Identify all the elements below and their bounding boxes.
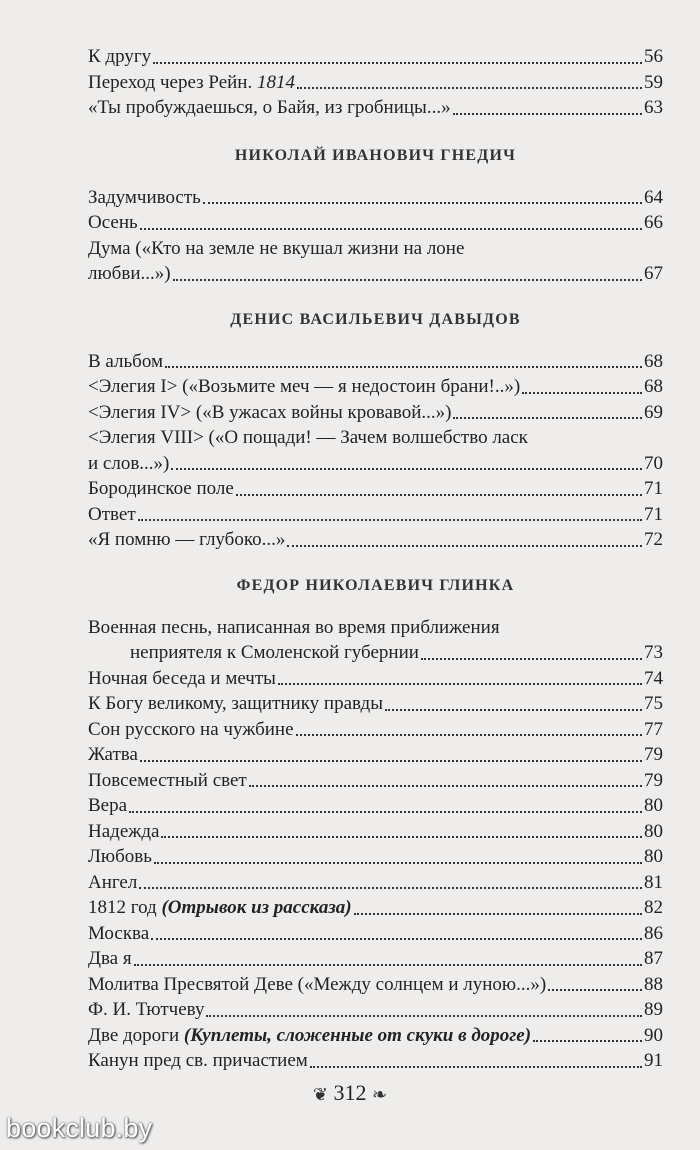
dot-leader xyxy=(533,1040,642,1042)
entry-page-number: 87 xyxy=(644,948,663,969)
dot-leader xyxy=(453,417,642,419)
entry-title xyxy=(88,768,247,794)
entry-title xyxy=(88,210,138,236)
table-of-contents xyxy=(88,44,663,1074)
entry-title-text: Ответ xyxy=(88,503,136,525)
toc-entry[interactable] xyxy=(88,95,663,121)
dot-leader xyxy=(134,964,642,966)
entry-page-number: 67 xyxy=(644,263,663,284)
entry-title xyxy=(88,844,152,870)
entry-page-number: 74 xyxy=(644,667,663,689)
entry-title-text: «Я помню — глубоко...» xyxy=(88,529,286,550)
entry-title xyxy=(88,95,451,121)
entry-title-text: Повсеместный свет xyxy=(88,769,247,791)
toc-entry[interactable] xyxy=(88,946,663,972)
dot-leader xyxy=(297,87,642,89)
entry-title-italic: 1814 xyxy=(256,71,295,93)
entry-page-number: 71 xyxy=(644,503,663,525)
entry-title-text: Сон русского на чужбине xyxy=(88,718,294,740)
entry-title-text: Молитва Пресвятой Деве («Между солнцем и луною...») xyxy=(88,973,547,995)
dot-leader xyxy=(206,1015,642,1017)
dot-leader xyxy=(165,366,642,368)
entry-page-number: 70 xyxy=(644,452,663,474)
entry-title xyxy=(88,691,383,717)
dot-leader xyxy=(171,468,642,470)
toc-entry[interactable] xyxy=(88,870,663,896)
toc-entry[interactable] xyxy=(88,185,663,211)
dot-leader xyxy=(154,862,642,864)
toc-entry[interactable] xyxy=(88,236,663,287)
entry-title: <Элегия VIII> («О пощади! — Зачем волшебство ласк xyxy=(88,427,528,448)
entry-page-number: 86 xyxy=(644,922,663,944)
entry-page-number: 80 xyxy=(644,820,663,842)
dot-leader xyxy=(140,228,642,230)
entry-page-number: 56 xyxy=(644,46,663,67)
entry-title-text: Москва xyxy=(88,922,150,944)
dot-leader xyxy=(522,392,642,394)
dot-leader xyxy=(278,683,642,685)
toc-entry[interactable] xyxy=(88,997,663,1023)
entry-title-text: Жатва xyxy=(88,744,138,765)
entry-title-text: <Элегия IV> («В ужасах войны кровавой...») xyxy=(88,401,452,423)
entry-subtitle: (Куплеты, сложенные от скуки в дороге) xyxy=(183,1024,532,1046)
entry-title-text: Две дороги xyxy=(88,1024,180,1046)
entry-title-text: 1812 год xyxy=(88,897,157,918)
dot-leader xyxy=(296,734,642,736)
entry-subtitle: (Отрывок из рассказа) xyxy=(161,897,352,918)
entry-title-continued: неприятеля к Смоленской губернии xyxy=(130,642,419,663)
entry-title xyxy=(88,374,520,400)
dot-leader xyxy=(310,1066,642,1068)
toc-entry[interactable] xyxy=(88,374,663,400)
entry-title xyxy=(88,870,137,896)
entry-page-number: 68 xyxy=(644,350,663,372)
entry-title-text: «Ты пробуждаешься, о Байя, из гробницы...» xyxy=(88,97,451,118)
ornament-left-icon: ❦ xyxy=(312,1084,328,1105)
ornament-right-icon: ❧ xyxy=(372,1084,388,1105)
toc-entry[interactable] xyxy=(88,502,663,528)
dot-leader xyxy=(173,279,642,281)
entry-title xyxy=(88,895,352,921)
dot-leader xyxy=(161,836,642,838)
dot-leader xyxy=(421,658,642,660)
entry-title xyxy=(88,502,136,528)
toc-entry[interactable] xyxy=(88,717,663,743)
toc-entry[interactable] xyxy=(88,349,663,375)
entry-title xyxy=(88,946,132,972)
entry-title xyxy=(88,921,149,947)
toc-entry[interactable] xyxy=(88,742,663,768)
toc-entry[interactable] xyxy=(88,819,663,845)
dot-leader xyxy=(453,113,642,115)
toc-entry[interactable] xyxy=(88,793,663,819)
entry-page-number: 81 xyxy=(644,871,663,893)
toc-entry[interactable] xyxy=(88,1023,663,1049)
entry-title-text: Бородинское поле xyxy=(88,478,234,499)
entry-page-number: 91 xyxy=(644,1050,663,1071)
dot-leader xyxy=(236,494,642,496)
dot-leader xyxy=(153,62,642,64)
toc-entry[interactable] xyxy=(88,921,663,947)
toc-entry[interactable] xyxy=(88,70,663,96)
dot-leader xyxy=(138,519,642,521)
author-heading: НИКОЛАЙ ИВАНОВИЧ ГНЕДИЧ xyxy=(234,146,517,164)
entry-title xyxy=(88,819,159,845)
dot-leader xyxy=(354,913,642,915)
entry-title-text: Осень xyxy=(88,212,138,233)
toc-entry[interactable] xyxy=(88,425,663,476)
page-footer xyxy=(0,1080,700,1106)
entry-title xyxy=(88,717,294,743)
entry-page-number: 63 xyxy=(644,97,663,118)
entry-title xyxy=(88,185,201,211)
toc-entry[interactable] xyxy=(88,44,663,70)
entry-title-text: Два я xyxy=(88,948,132,969)
entry-title-text: Задумчивость xyxy=(88,186,201,208)
entry-page-number: 79 xyxy=(644,769,663,791)
entry-page-number: 82 xyxy=(644,897,663,918)
toc-entry[interactable] xyxy=(88,972,663,998)
entry-title-continued: и слов...») xyxy=(88,452,170,474)
entry-page-number: 66 xyxy=(644,212,663,233)
entry-page-number: 79 xyxy=(644,744,663,765)
entry-title xyxy=(88,793,127,819)
entry-page-number: 77 xyxy=(644,718,663,740)
entry-title xyxy=(88,70,295,96)
entry-page-number: 59 xyxy=(644,71,663,93)
dot-leader xyxy=(203,202,642,204)
toc-entry[interactable] xyxy=(88,1048,663,1074)
toc-entry[interactable] xyxy=(88,691,663,717)
entry-title-continued: любви...») xyxy=(88,263,171,284)
dot-leader xyxy=(140,760,642,762)
dot-leader xyxy=(249,785,642,787)
toc-entry[interactable] xyxy=(88,615,663,666)
entry-title-text: К другу xyxy=(88,46,152,67)
entry-page-number: 88 xyxy=(644,973,663,995)
entry-title-text: Вера xyxy=(88,795,128,816)
entry-title xyxy=(88,349,163,375)
entry-title-text: Переход через Рейн. xyxy=(88,71,253,93)
entry-title xyxy=(88,44,151,70)
entry-page-number: 75 xyxy=(644,693,663,714)
toc-entry[interactable] xyxy=(88,210,663,236)
dot-leader xyxy=(151,938,642,940)
toc-entry[interactable] xyxy=(88,527,663,553)
watermark: bookclub.by xyxy=(6,1113,153,1143)
entry-title-text: Ночная беседа и мечты xyxy=(88,667,276,689)
toc-entry[interactable] xyxy=(88,768,663,794)
entry-title-text: <Элегия I> («Возьмите меч — я недостоин брани!..») xyxy=(88,376,521,397)
entry-title-text: Любовь xyxy=(88,846,152,867)
toc-entry[interactable] xyxy=(88,844,663,870)
entry-title xyxy=(88,527,285,553)
entry-title xyxy=(88,997,204,1023)
toc-entry[interactable] xyxy=(88,476,663,502)
entry-title-text: Ангел xyxy=(88,871,138,893)
entry-title: Дума («Кто на земле не вкушал жизни на лоне xyxy=(88,237,465,259)
entry-title xyxy=(88,476,234,502)
entry-title-text: К Богу великому, защитнику правды xyxy=(88,693,383,714)
entry-title: Военная песнь, написанная во время приближения xyxy=(88,616,500,638)
entry-page-number: 89 xyxy=(644,999,663,1020)
entry-title-text: Канун пред св. причастием xyxy=(88,1050,308,1071)
entry-title-text: В альбом xyxy=(88,350,163,372)
toc-entry[interactable] xyxy=(88,666,663,692)
entry-page-number: 73 xyxy=(644,642,663,663)
entry-title xyxy=(88,1023,531,1049)
dot-leader xyxy=(385,709,642,711)
entry-title xyxy=(88,1048,308,1074)
dot-leader xyxy=(548,989,642,991)
dot-leader xyxy=(139,887,642,889)
page-number: 312 xyxy=(333,1080,367,1105)
dot-leader xyxy=(287,545,642,547)
entry-page-number: 80 xyxy=(644,795,663,816)
toc-entry[interactable] xyxy=(88,400,663,426)
entry-page-number: 72 xyxy=(644,529,663,550)
toc-entry[interactable] xyxy=(88,895,663,921)
entry-title xyxy=(88,400,451,426)
entry-title-text: Ф. И. Тютчеву xyxy=(88,999,205,1020)
entry-page-number: 90 xyxy=(644,1024,663,1046)
entry-title xyxy=(88,742,138,768)
entry-page-number: 64 xyxy=(644,186,663,208)
author-heading: ДЕНИС ВАСИЛЬЕВИЧ ДАВЫДОВ xyxy=(230,310,521,328)
dot-leader xyxy=(129,811,642,813)
entry-title xyxy=(88,666,276,692)
entry-title xyxy=(88,972,546,998)
entry-page-number: 80 xyxy=(644,846,663,867)
entry-page-number: 68 xyxy=(644,376,663,397)
author-heading: ФЕДОР НИКОЛАЕВИЧ ГЛИНКА xyxy=(236,576,515,594)
entry-page-number: 69 xyxy=(644,401,663,423)
entry-page-number: 71 xyxy=(644,478,663,499)
entry-title-text: Надежда xyxy=(88,820,160,842)
